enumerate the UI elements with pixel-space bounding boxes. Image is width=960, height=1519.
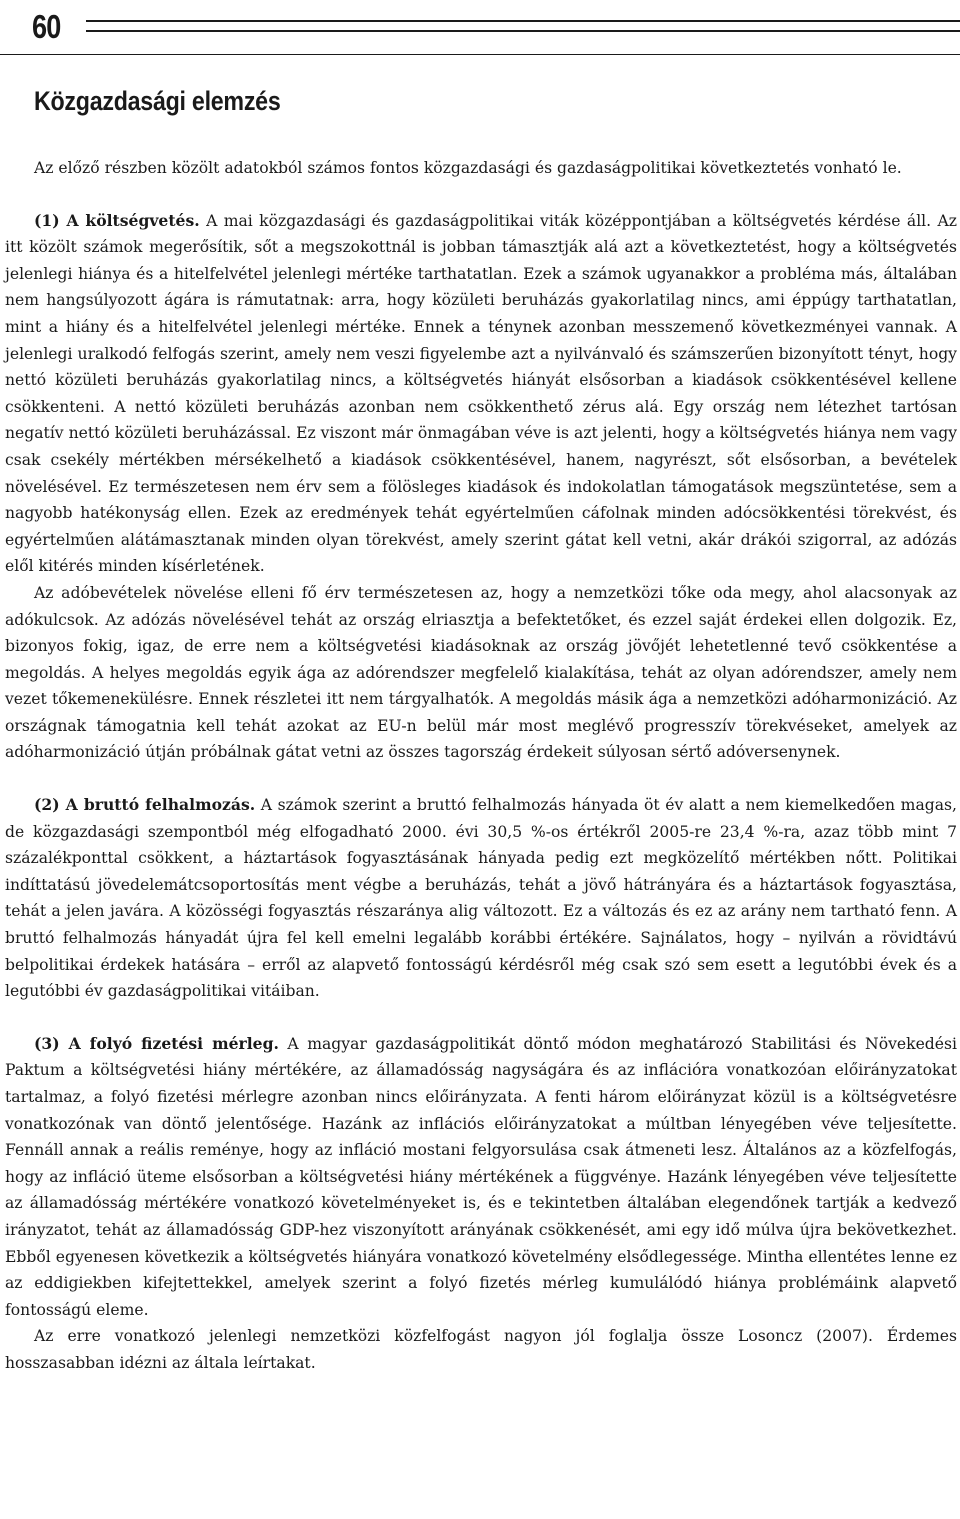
paragraph-text: Az előző részben közölt adatokból számos fontos közgazdasági és gazdaságpolitikai következtetés vonható le. <box>34 159 902 177</box>
paragraph-text: Az adóbevételek növelése elleni fő érv természetesen az, hogy a nemzetközi tőke oda megy, ahol alacsonyak az adókulcsok. Az adózás növelésével tehát az ország elriasztja a befektetőket, és ezzel saját érdekei ellen dolgozik. Ez, bizonyos fokig, igaz, de erre nem a költségvetési kiadásoknak az ország jövőjét lehetetlenné tevő csökkentése a megoldás. A helyes megoldás egyik ága az adórendszer megfelelő kialakítása, tehát az olyan adórendszer, amely nem vezet tőkemenekülésre. Ennek részletei itt nem tárgyalhatók. A megoldás másik ága a nemzetközi adóharmonizáció. Az országnak támogatnia kell tehát azokat az EU-n belül már most meglévő progresszív törekvéseket, amelyek az adóharmonizáció útján próbálnak gátat vetni az összes tagország érdekeit súlyosan sértő adóversenynek. <box>5 583 957 762</box>
paragraph-text: A számok szerint a bruttó felhalmozás hányada öt év alatt a nem kiemelkedően magas, de közgazdasági szempontból még elfogadható 2000. évi 30,5 %-os értékről 2005-re 23,4 %-ra, azaz több mint 7 százalékponttal csökkent, a háztartások fogyasztásának hányada pedig ezt megközelítő mértékben nőtt. Politikai indíttatású jövedelemátcsoportosítás ment végbe a beruházás, tehát a jövő hátrányára és a háztartások fogyasztása, tehát a jelen javára. A közösségi fogyasztás részaránya alig változott. Ez a változás és ez az arány nem tartható fenn. A bruttó felhalmozás hányadát újra fel kell emelni legalább korábbi értékére. Sajnálatos, hogy – nyilván a rövidtávú belpolitikai érdekek hatására – erről az alapvető fontosságú kérdésről még csak szó sem esett a legutóbbi évek és a legutóbbi év gazdaságpolitikai vitáiban. <box>5 796 957 1001</box>
paragraph-text: Az erre vonatkozó jelenlegi nemzetközi közfelfogást nagyon jól foglalja össze Losoncz (2007). Érdemes hosszasabban idézni az általa leírtakat. <box>5 1327 957 1372</box>
paragraph-budget <box>5 208 957 580</box>
paragraph-tax-revenue <box>5 580 957 766</box>
paragraph-current-account <box>5 1031 957 1324</box>
paragraph-text: A mai közgazdasági és gazdaságpolitikai viták középpontjában a költségvetés kérdése áll. Az itt közölt számok megerősítik, sőt a megszokottnál is jobban támasztják alá azt a következtetést, hogy a költségvetés jelenlegi hiánya és a hitelfelvétel jelenlegi mértéke tarthatatlan. Ezek a számok ugyanakkor a probléma más, általában nem hangsúlyozott ágára is rámutatnak: arra, hogy közületi beruházás gyakorlatilag nincs, ami éppúgy tarthatatlan, mint a hiány és a hitelfelvétel jelenlegi mértéke. Ennek a ténynek azonban messzemenő következményei vannak. A jelenlegi uralkodó felfogás szerint, amely nem veszi figyelembe azt a nyilvánvaló és számszerűen bizonyított tényt, hogy nettó közületi beruházás gyakorlatilag nincs, a költségvetés hiányát elsősorban a kiadások csökkentésével kellene csökkenteni. A nettó közületi beruházás azonban nem csökkenthető zérus alá. Egy ország nem létezhet tartósan negatív nettó közületi beruházással. Ez viszont már önmagában véve is azt jelenti, hogy a költségvetés hiánya nem vagy csak csekély mértékben mérsékelhető a kiadások csökkentésével, hanem, nagyrészt, sőt elsősorban, a bevételek növelésével. Ez természetesen nem érv sem a fölösleges kiadások és indokolatlan támogatások megszüntetése, sem a nagyobb hatékonyság ellen. Ezek az eredmények tehát egyértelműen cáfolnak minden adócsökkentési törekvést, és egyértelműen alátámasztanak minden olyan törekvést, amely szerint gátat kell vetni, akár drákói szigorral, az adózás elől kitérés minden kísérletének. <box>5 211 957 576</box>
paragraph-heading: (3) A folyó fizetési mérleg. <box>34 1033 279 1053</box>
paragraph-intro <box>5 155 957 182</box>
header-rule-bottom <box>0 54 960 55</box>
paragraph-text: A magyar gazdaságpolitikát döntő módon meghatározó Stabilitási és Növekedési Paktum a költségvetési hiány mértékére, az államadósság nagyságára és az inflációra vonatkozóan előirányzatokat tartalmaz, a folyó fizetési mérlegre azonban nincs előirányzata. A fenti három előirányzat közül is a költségvetésre vonatkozónak van döntő jelentősége. Hazánk az inflációs előirányzatokat a múltban lényegében véve teljesítette. Fennáll annak a reális reménye, hogy az infláció mostani felgyorsulása csak átmeneti lesz. Általános az a közfelfogás, hogy az infláció üteme elsősorban a költségvetési hiány mértékének a függvénye. Hazánk lényegében véve teljesítette az államadósság mértékére vonatkozó követelményeket is, és e tekintetben általában elegendőnek tartják a kedvező irányzatot, tehát az államadósság GDP-hez viszonyított arányának csökkenését, ami egy idő múlva újra bekövetkezhet. Ebből egyenesen következik a költségvetés hiányára vonatkozó követelmény elsődlegessége. Mintha ellentétes lenne ez az eddigiekben kifejtettekkel, amelyek szerint a folyó fizetés mérleg kumulálódó hiánya problémáink alapvető fontosságú eleme. <box>5 1034 958 1319</box>
section-title: Közgazdasági elemzés <box>34 86 281 116</box>
header-rule-middle <box>86 30 960 32</box>
page-number: 60 <box>32 8 61 45</box>
paragraph-heading: (1) A költségvetés. <box>34 210 200 230</box>
page-header <box>0 0 960 62</box>
paragraph-heading: (2) A bruttó felhalmozás. <box>34 795 256 815</box>
paragraph-gross-accumulation <box>5 792 957 1005</box>
paragraph-closing <box>5 1323 957 1376</box>
body-text <box>5 155 957 1377</box>
header-rule-top <box>86 20 960 22</box>
